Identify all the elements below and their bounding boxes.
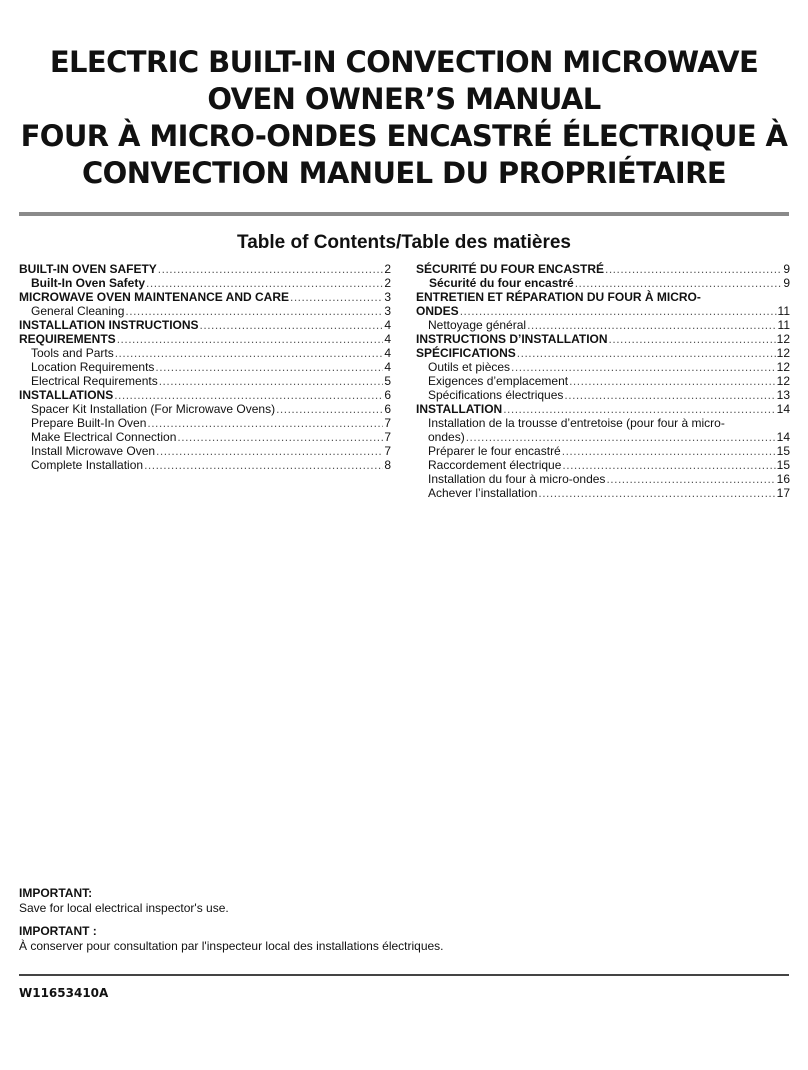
toc-entry-page: 7 <box>384 444 391 458</box>
toc-entry-title: General Cleaning <box>31 304 125 318</box>
toc-entry[interactable] <box>416 332 790 346</box>
leader-dots <box>125 304 383 318</box>
toc-entry-title: Electrical Requirements <box>31 374 158 388</box>
leader-dots <box>569 374 776 388</box>
toc-entry-title: ondes) <box>428 430 465 444</box>
toc-entry[interactable] <box>19 458 391 472</box>
toc-entry-page: 3 <box>384 304 391 318</box>
toc-entry-page: 6 <box>384 388 391 402</box>
toc-entry[interactable] <box>416 458 790 472</box>
toc-entry-page: 12 <box>776 346 790 360</box>
toc-entry[interactable] <box>19 318 391 332</box>
toc-entry-title: Built-In Oven Safety <box>31 276 146 290</box>
leader-dots <box>117 332 384 346</box>
toc-entry-title: INSTALLATION <box>416 402 503 416</box>
toc-entry-page: 4 <box>384 318 391 332</box>
toc-entry-page: 11 <box>777 318 790 332</box>
leader-dots <box>114 388 383 402</box>
toc-entry[interactable] <box>416 318 790 332</box>
leader-dots <box>200 318 384 332</box>
toc-entry-title: Outils et pièces <box>428 360 511 374</box>
toc-entry[interactable] <box>19 444 391 458</box>
toc-entry[interactable] <box>19 276 391 290</box>
toc-entry-title: INSTRUCTIONS D’INSTALLATION <box>416 332 608 346</box>
title-line: OVEN OWNER’S MANUAL <box>207 82 601 116</box>
toc-entry-page: 6 <box>384 402 391 416</box>
toc-entry-title: INSTALLATIONS <box>19 388 114 402</box>
leader-dots <box>538 486 775 500</box>
leader-dots <box>511 360 776 374</box>
toc-french <box>416 262 790 500</box>
toc-entry-title: Achever l’installation <box>428 486 538 500</box>
toc-english <box>19 262 391 472</box>
toc-entry-title: Préparer le four encastré <box>428 444 561 458</box>
leader-dots <box>517 346 776 360</box>
toc-entry-wrap[interactable]: Installation de la trousse d’entretoise (pour four à micro- <box>428 416 725 430</box>
toc-entry[interactable] <box>19 332 391 346</box>
toc-entry-title: INSTALLATION INSTRUCTIONS <box>19 318 199 332</box>
toc-entry-page: 3 <box>384 290 391 304</box>
toc-entry[interactable] <box>19 374 391 388</box>
toc-entry-title: Raccordement électrique <box>428 458 562 472</box>
leader-dots <box>606 472 775 486</box>
toc-entry[interactable] <box>416 402 790 416</box>
toc-entry[interactable] <box>19 430 391 444</box>
toc-entry-page: 2 <box>384 276 391 290</box>
toc-entry-title: SPÉCIFICATIONS <box>416 346 516 360</box>
toc-entry[interactable] <box>416 276 790 290</box>
leader-dots <box>177 430 383 444</box>
toc-entry-page: 4 <box>384 360 391 374</box>
toc-entry[interactable] <box>416 262 790 276</box>
leader-dots <box>562 458 775 472</box>
important-notice-fr <box>19 924 789 954</box>
toc-entry-page: 4 <box>384 332 391 346</box>
leader-dots <box>290 290 383 304</box>
leader-dots <box>460 304 777 318</box>
leader-dots <box>276 402 383 416</box>
leader-dots <box>466 430 776 444</box>
toc-entry-title: MICROWAVE OVEN MAINTENANCE AND CARE <box>19 290 290 304</box>
toc-entry-page: 11 <box>777 304 790 318</box>
toc-entry-page: 12 <box>776 360 790 374</box>
footer-divider <box>19 974 789 976</box>
toc-entry[interactable] <box>416 444 790 458</box>
title-divider <box>19 212 789 216</box>
toc-entry-page: 14 <box>776 430 790 444</box>
toc-entry[interactable] <box>19 262 391 276</box>
toc-entry[interactable] <box>19 290 391 304</box>
leader-dots <box>605 262 782 276</box>
toc-entry[interactable] <box>19 304 391 318</box>
toc-entry-title: Exigences d’emplacement <box>428 374 569 388</box>
toc-entry[interactable] <box>416 346 790 360</box>
toc-entry[interactable] <box>19 360 391 374</box>
toc-entry[interactable] <box>416 430 790 444</box>
toc-entry-page: 12 <box>776 374 790 388</box>
leader-dots <box>144 458 383 472</box>
toc-entry-title: Sécurité du four encastré <box>429 276 574 290</box>
toc-entry-page: 8 <box>384 458 391 472</box>
leader-dots <box>609 332 776 346</box>
toc-entry-page: 16 <box>776 472 790 486</box>
toc-entry-page: 2 <box>384 262 391 276</box>
toc-entry-title: Nettoyage général <box>428 318 527 332</box>
toc-entry-wrap[interactable]: ENTRETIEN ET RÉPARATION DU FOUR À MICRO- <box>416 290 701 304</box>
important-heading: IMPORTANT: <box>19 886 93 900</box>
leader-dots <box>147 416 383 430</box>
toc-entry-page: 15 <box>776 444 790 458</box>
toc-entry[interactable] <box>19 346 391 360</box>
toc-entry-title: Make Electrical Connection <box>31 430 177 444</box>
toc-entry-title: Spacer Kit Installation (For Microwave Ovens) <box>31 402 276 416</box>
toc-entry-page: 15 <box>776 458 790 472</box>
leader-dots <box>575 276 783 290</box>
toc-entry[interactable] <box>19 388 391 402</box>
leader-dots <box>156 444 383 458</box>
important-text: À conserver pour consultation par l'inspecteur local des installations électriques. <box>19 939 444 953</box>
toc-entry[interactable] <box>416 486 790 500</box>
leader-dots <box>527 318 776 332</box>
important-notice-en <box>19 886 789 916</box>
toc-entry-page: 7 <box>384 416 391 430</box>
toc-entry-title: Tools and Parts <box>31 346 114 360</box>
title-line: FOUR À MICRO-ONDES ENCASTRÉ ÉLECTRIQUE À <box>20 119 788 153</box>
leader-dots <box>155 360 383 374</box>
toc-entry-page: 9 <box>783 276 790 290</box>
toc-entry-title: BUILT-IN OVEN SAFETY <box>19 262 157 276</box>
toc-entry-title: SÉCURITÉ DU FOUR ENCASTRÉ <box>416 262 605 276</box>
toc-entry[interactable] <box>416 360 790 374</box>
title-line: ELECTRIC BUILT-IN CONVECTION MICROWAVE <box>49 45 759 79</box>
toc-entry-title: Spécifications électriques <box>428 388 564 402</box>
toc-heading: Table of Contents/Table des matières <box>237 232 571 253</box>
leader-dots <box>562 444 776 458</box>
toc-entry-title: Complete Installation <box>31 458 144 472</box>
toc-entry-page: 5 <box>384 374 391 388</box>
toc-entry-page: 9 <box>783 262 790 276</box>
toc-entry-title: Location Requirements <box>31 360 155 374</box>
toc-entry[interactable] <box>416 304 790 318</box>
title-line: CONVECTION MANUEL DU PROPRIÉTAIRE <box>81 156 727 190</box>
part-number: W11653410A <box>19 986 109 1000</box>
leader-dots <box>146 276 383 290</box>
leader-dots <box>564 388 775 402</box>
toc-entry[interactable] <box>416 388 790 402</box>
leader-dots <box>158 262 384 276</box>
toc-entry[interactable] <box>416 374 790 388</box>
toc-entry-page: 4 <box>384 346 391 360</box>
toc-entry-title: Install Microwave Oven <box>31 444 156 458</box>
leader-dots <box>115 346 384 360</box>
toc-entry-title: REQUIREMENTS <box>19 332 116 346</box>
toc-entry-title: Prepare Built-In Oven <box>31 416 147 430</box>
toc-entry-page: 17 <box>776 486 790 500</box>
toc-entry-page: 12 <box>776 332 790 346</box>
toc-entry[interactable] <box>19 416 391 430</box>
toc-entry-title: Installation du four à micro-ondes <box>428 472 606 486</box>
important-text: Save for local electrical inspector's use. <box>19 901 229 915</box>
toc-entry-page: 14 <box>776 402 790 416</box>
toc-entry-page: 7 <box>384 430 391 444</box>
leader-dots <box>503 402 775 416</box>
leader-dots <box>159 374 384 388</box>
important-heading: IMPORTANT : <box>19 924 97 938</box>
toc-entry[interactable] <box>416 472 790 486</box>
toc-entry-title: ONDES <box>416 304 459 318</box>
toc-entry[interactable] <box>19 402 391 416</box>
toc-entry-page: 13 <box>776 388 790 402</box>
document-title <box>0 44 808 192</box>
